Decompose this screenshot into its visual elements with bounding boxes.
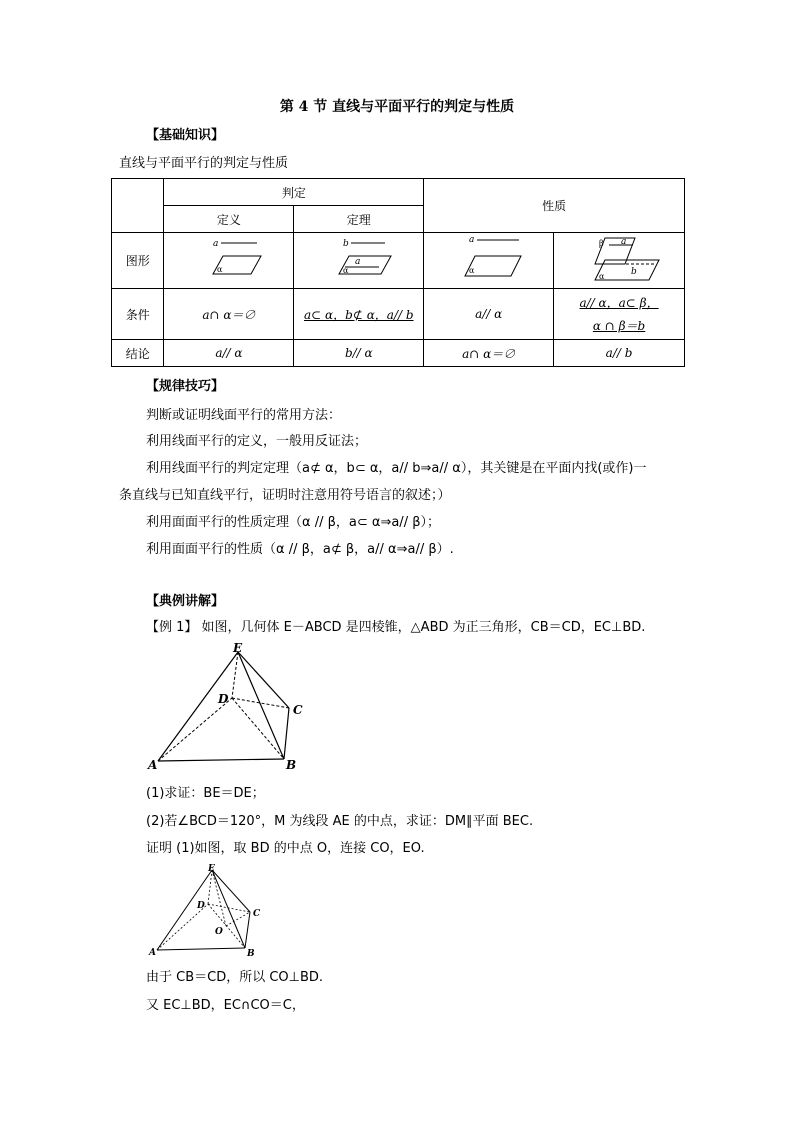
label-C: C [293,703,303,717]
tip-line-5: 利用面面平行的性质定理（α // β，a⊂ α⇒a// β）； [146,515,440,530]
condition-property-2-line1: a// α，a⊂ β， [579,296,659,310]
edge2-OC [226,912,250,926]
tip-line-4: 条直线与已知直线平行，证明时注意用符号语言的叙述；） [119,488,451,503]
condition-property-2 [554,289,685,340]
edge-DB [232,698,284,759]
fig-def-label-alpha: α [216,265,223,274]
header-judge: 判定 [164,179,424,206]
table-caption: 直线与平面平行的判定与性质 [119,156,289,171]
figure-definition [164,233,294,289]
edge-AB [158,759,284,761]
tip-line-6: 利用面面平行的性质（α // β，a⊄ β，a// α⇒a// β）. [146,542,454,557]
pyramid-figure-1 [145,640,315,775]
condition-definition: a∩ α＝∅ [164,289,294,340]
subheader-definition: 定义 [164,206,294,233]
label-E: E [233,641,243,655]
tip-line-1: 判断或证明线面平行的常用方法： [146,408,342,423]
question-2: (2)若∠BCD＝120°，M 为线段 AE 的中点，求证：DM∥平面 BEC. [146,814,534,829]
edge-AD [158,698,232,761]
tip-line-3: 利用线面平行的判定定理（a⊄ α，b⊂ α，a// b⇒a// α），其关键是在平面内找(或作)一 [146,461,647,476]
fig-prop2-label-a: a [621,237,627,247]
label2-E: E [208,864,215,874]
label2-A: A [149,948,156,958]
figure-property-2 [554,233,685,289]
fig-prop2-plane-alpha [595,260,659,280]
tip-line-2: 利用线面平行的定义，一般用反证法； [146,434,368,449]
fig-thm-label-b: b [342,239,349,249]
condition-property-2-line2: α ∩ β＝b [592,319,646,333]
section-examples: 【典例讲解】 [146,594,225,609]
conclusion-property-1: a∩ α＝∅ [424,340,554,367]
plane-line-figure-prop1 [429,234,549,284]
condition-property-1: a// α [424,289,554,340]
edge-BC [284,708,289,759]
label2-D: D [197,901,205,911]
subheader-theorem: 定理 [294,206,424,233]
fig-def-label-a: a [212,239,219,249]
edge-EC [238,652,289,708]
plane-line-figure-def [169,234,289,284]
fig-prop2-label-alpha: α [599,272,605,281]
pyramid-figure-2 [145,861,270,961]
conclusion-definition: a// α [164,340,294,367]
edge2-BC [245,912,250,948]
plane-line-figure-thm [299,234,419,284]
table-corner-cell [112,179,164,233]
fig-prop2-label-beta: β [599,239,604,248]
figure-property-1 [424,233,554,289]
fig-thm-label-alpha: α [342,266,349,275]
example-statement: 【例 1】 如图，几何体 E－ABCD 是四棱锥，△ABD 为正三角形，CB＝CD，EC⊥BD. [146,620,646,635]
row-label-conclusion: 结论 [112,340,164,367]
proof-intro: 证明 (1)如图，取 BD 的中点 O，连接 CO，EO. [146,841,425,856]
label-D: D [218,692,229,706]
page-title: 第 4 节 直线与平面平行的判定与性质 [279,99,515,115]
conclusion-property-2: a// b [554,340,685,367]
proof-step-2: 又 EC⊥BD，EC∩CO＝C， [146,998,305,1013]
label2-B: B [247,949,255,959]
fig-prop1-label-a: a [468,235,475,245]
label-B: B [286,758,297,772]
figure-theorem [294,233,424,289]
knowledge-table [111,178,685,367]
section-basics: 【基础知识】 [146,128,225,143]
row-label-condition: 条件 [112,289,164,340]
question-1: (1)求证：BE＝DE； [146,786,265,801]
section-tips: 【规律技巧】 [146,379,225,394]
label2-C: C [253,909,261,919]
row-label-figure: 图形 [112,233,164,289]
label2-O: O [215,927,223,937]
fig-prop1-label-alpha: α [468,266,475,275]
fig-prop2-label-b: b [631,267,637,277]
two-plane-figure-prop2 [559,234,679,284]
edge2-AB [157,948,245,950]
condition-theorem: a⊂ α，b⊄ α，a// b [294,289,424,340]
header-property: 性质 [424,179,685,233]
conclusion-theorem: b// α [294,340,424,367]
edge-EA [158,652,238,761]
fig-thm-label-a: a [354,257,361,267]
proof-step-1: 由于 CB＝CD，所以 CO⊥BD. [146,970,324,985]
label-A: A [148,758,158,772]
